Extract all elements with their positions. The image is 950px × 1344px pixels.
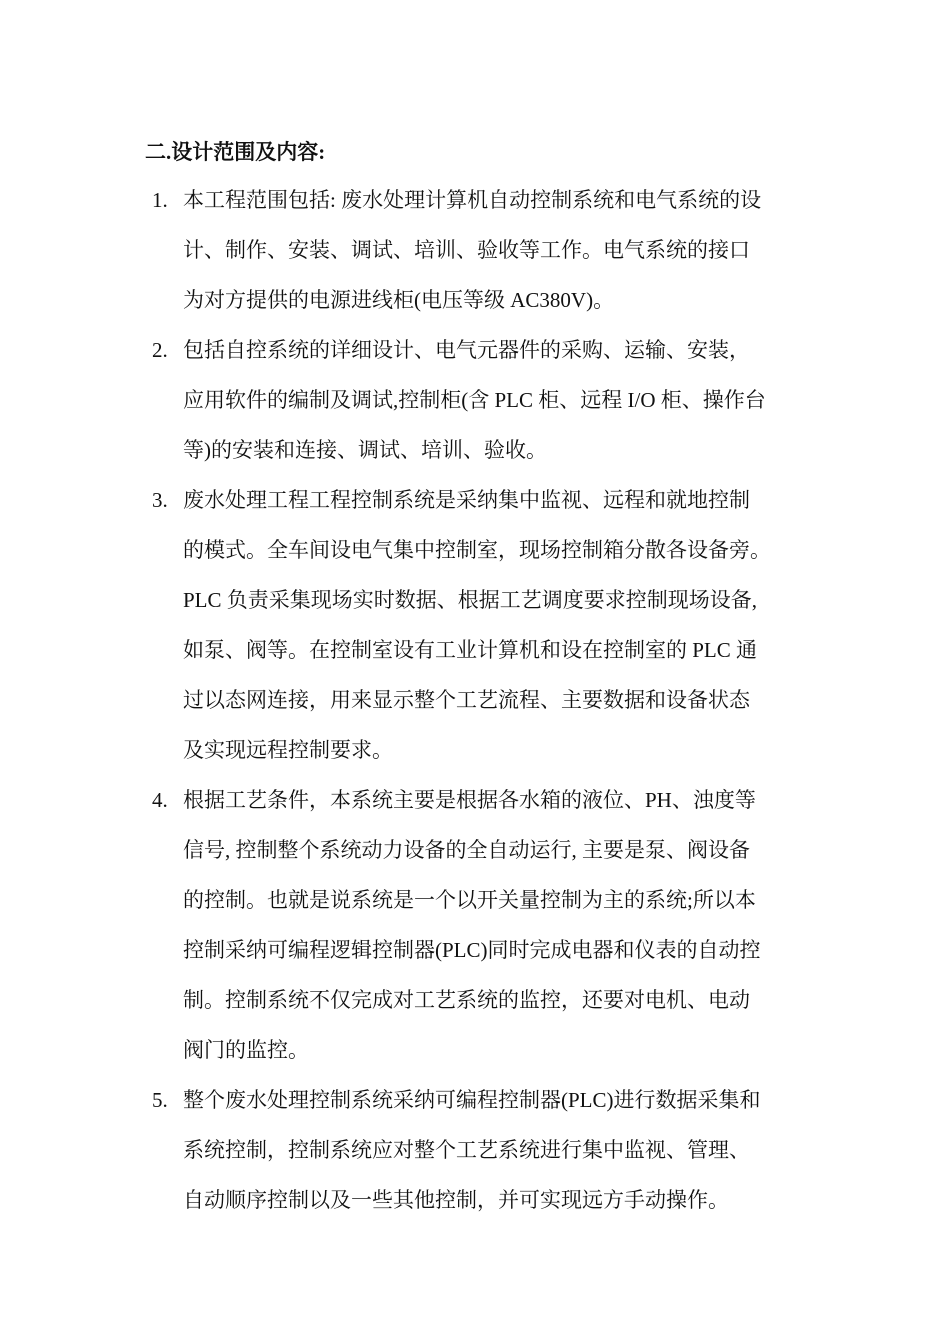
list-item-number: 3. [152,488,168,512]
list-item [152,475,817,775]
list-item-number: 2. [152,338,168,362]
text-line: 包括自控系统的详细设计、电气元器件的采购、运输、安装， [183,338,750,362]
list-item [152,325,817,475]
list-item-number: 1. [152,188,168,212]
list-item [152,175,817,325]
text-line: 过以态网连接，用来显示整个工艺流程、主要数据和设备状态 [183,688,750,712]
list-item [152,775,817,1075]
text-line: 信号, 控制整个系统动力设备的全自动运行, 主要是泵、阀设备 [183,838,750,862]
list-item-number: 4. [152,788,168,812]
text-line: 本工程范围包括: 废水处理计算机自动控制系统和电气系统的设 [183,188,762,212]
text-line: 废水处理工程工程控制系统是采纳集中监视、远程和就地控制 [183,488,750,512]
list-item-number: 5. [152,1088,168,1112]
text-line: 阀门的监控。 [183,1038,309,1062]
section-heading: 二.设计范围及内容: [145,140,326,164]
list-item-text [183,325,817,475]
list-item-text [183,775,817,1075]
text-line: 根据工艺条件，本系统主要是根据各水箱的液位、PH、浊度等 [183,788,756,812]
list-item-text [183,1075,817,1225]
text-line: 的模式。全车间设电气集中控制室，现场控制箱分散各设备旁。 [183,538,771,562]
list-item-text [183,175,817,325]
text-line: 的控制。也就是说系统是一个以开关量控制为主的系统;所以本 [183,888,756,912]
text-line: 控制采纳可编程逻辑控制器(PLC)同时完成电器和仪表的自动控 [183,938,761,962]
text-line: 系统控制，控制系统应对整个工艺系统进行集中监视、管理、 [183,1138,750,1162]
text-line: 如泵、阀等。在控制室设有工业计算机和设在控制室的 PLC 通 [183,638,758,662]
text-line: 整个废水处理控制系统采纳可编程控制器(PLC)进行数据采集和 [183,1088,761,1112]
text-line: 为对方提供的电源进线柜(电压等级 AC380V)。 [183,288,615,312]
text-line: 制。控制系统不仅完成对工艺系统的监控，还要对电机、电动 [183,988,750,1012]
list-item-text [183,475,817,775]
text-line: 应用软件的编制及调试,控制柜(含 PLC 柜、远程 I/O 柜、操作台 [183,388,766,412]
text-line: 及实现远程控制要求。 [183,738,393,762]
text-line: PLC 负责采集现场实时数据、根据工艺调度要求控制现场设备, [183,588,758,612]
text-line: 计、制作、安装、调试、培训、验收等工作。电气系统的接口 [183,238,750,262]
text-line: 自动顺序控制以及一些其他控制，并可实现远方手动操作。 [183,1188,729,1212]
list-item [152,1075,817,1225]
text-line: 等)的安装和连接、调试、培训、验收。 [183,438,547,462]
